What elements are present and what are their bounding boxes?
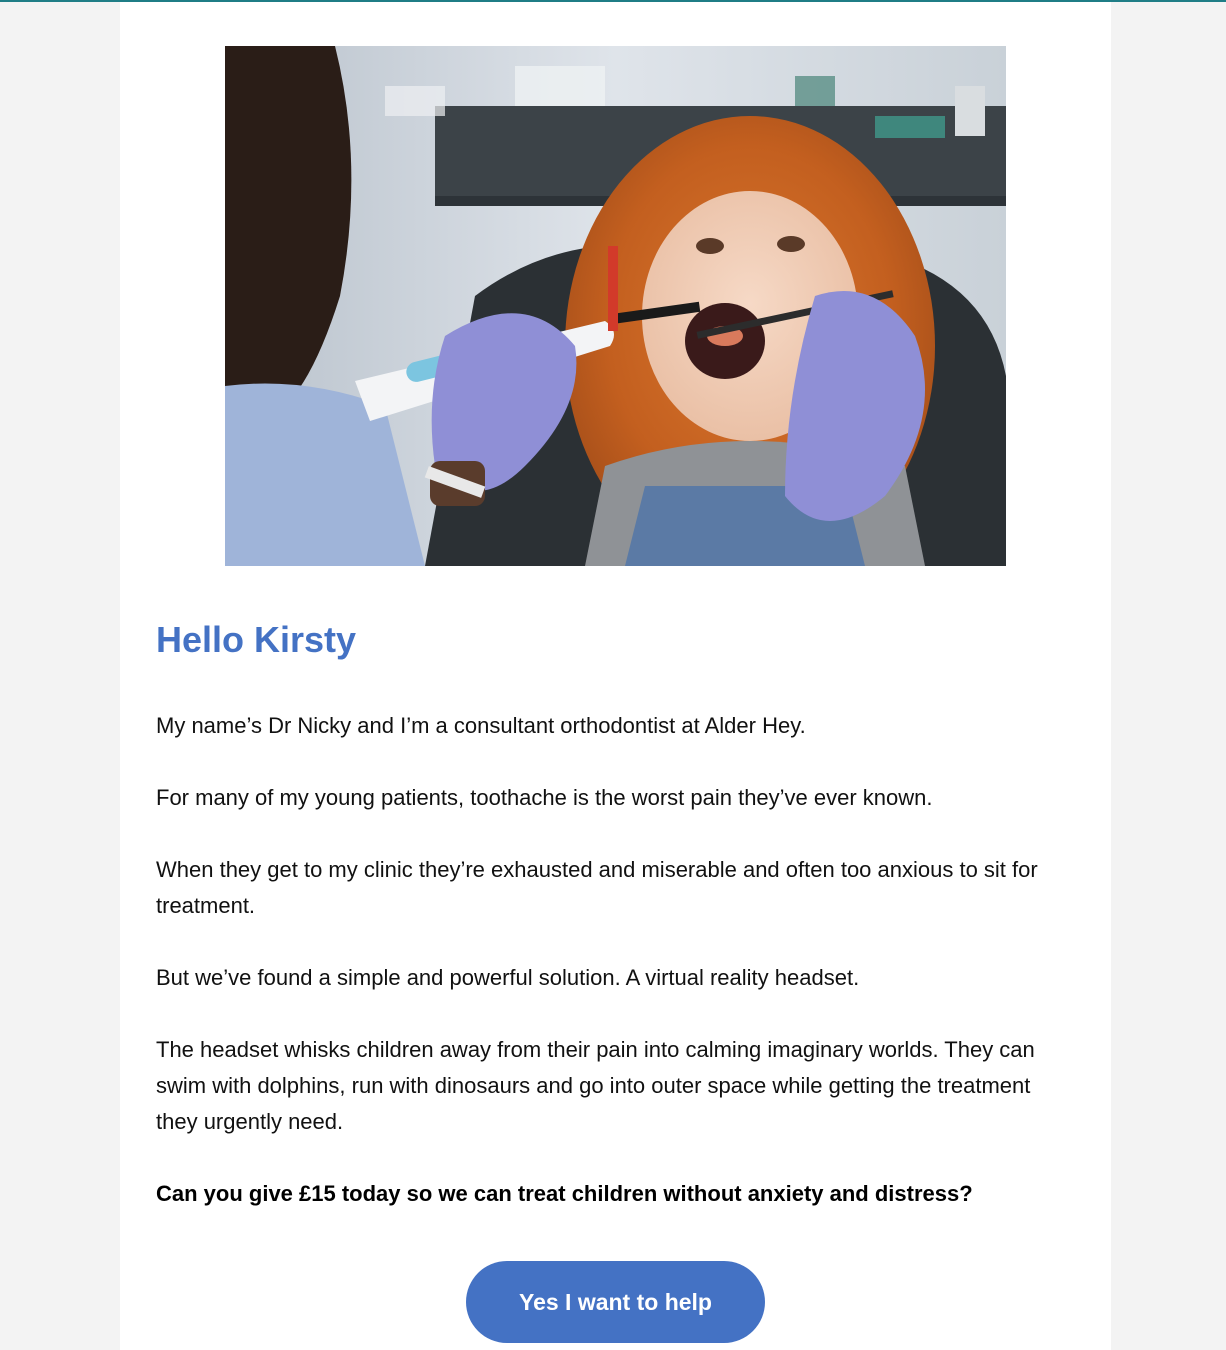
greeting-heading: Hello Kirsty	[156, 619, 357, 660]
paragraph-clinic: When they get to my clinic they’re exhausted and miserable and often too anxious to sit for treatment.	[156, 857, 1038, 918]
paragraph-toothache: For many of my young patients, toothache is the worst pain they’ve ever known.	[156, 785, 933, 810]
paragraph-intro: My name’s Dr Nicky and I’m a consultant orthodontist at Alder Hey.	[156, 713, 806, 738]
paragraph-solution: But we’ve found a simple and powerful solution. A virtual reality headset.	[156, 965, 860, 990]
donation-ask: Can you give £15 today so we can treat children without anxiety and distress?	[156, 1181, 973, 1206]
email-body	[120, 2, 1111, 1350]
letter-body	[156, 708, 1076, 1248]
paragraph-headset: The headset whisks children away from their pain into calming imaginary worlds. They can swim with dolphins, run with dinosaurs and go into outer space while getting the treatment they urgently need.	[156, 1037, 1035, 1134]
donate-cta-button[interactable]: Yes I want to help	[466, 1261, 765, 1343]
hero-photo	[225, 46, 1006, 566]
